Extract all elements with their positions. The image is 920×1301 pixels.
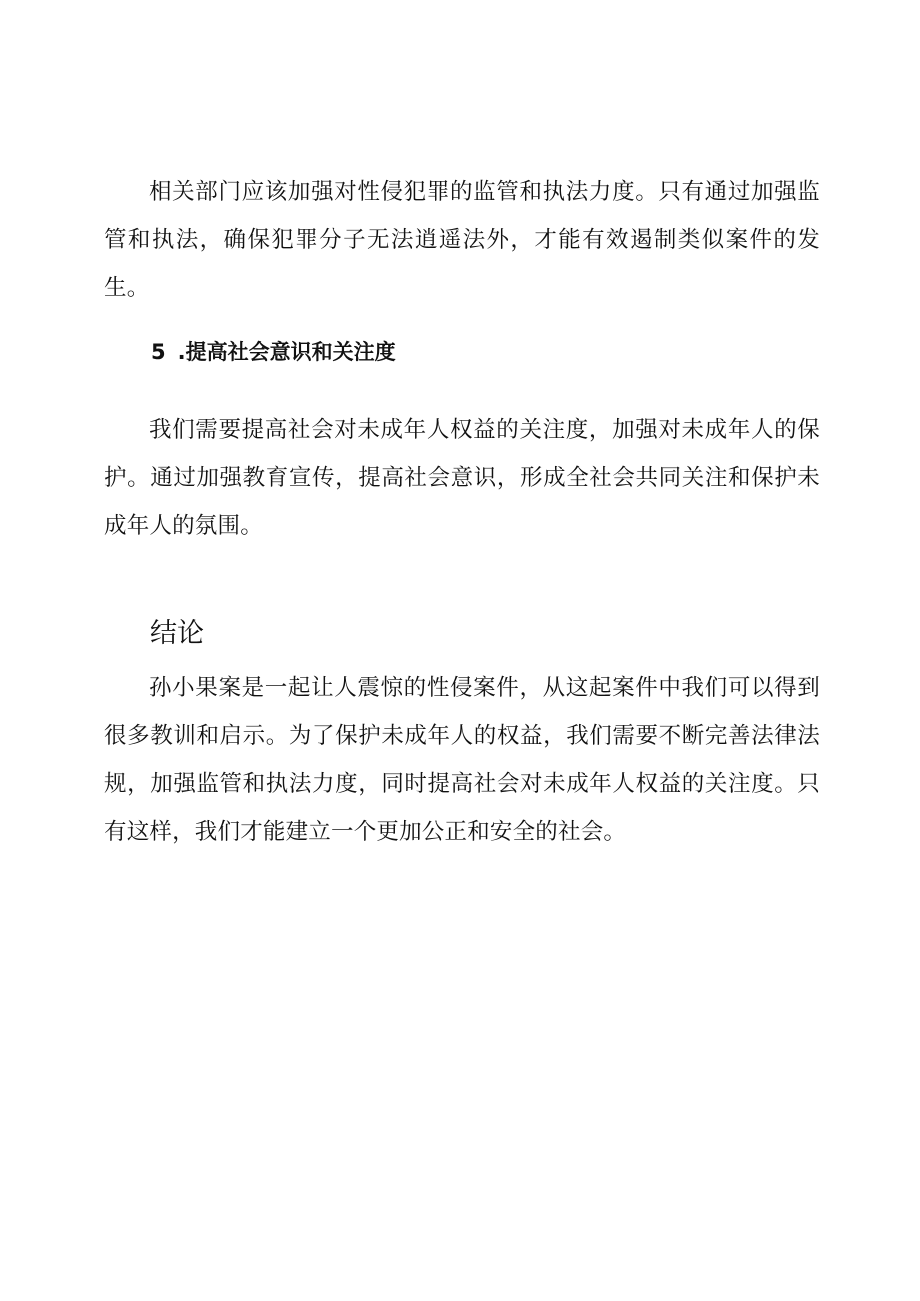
section-number: 5 (151, 340, 166, 364)
section-heading-5 (151, 335, 396, 369)
conclusion-title: 结论 (150, 618, 204, 649)
section-heading-text: .提高社会意识和关注度 (177, 340, 396, 364)
paragraph-conclusion: 孙小果案是一起让人震惊的性侵案件，从这起案件中我们可以得到很多教训和启示。为了保护未成年人的权益，我们需要不断完善法律法规，加强监管和执法力度，同时提高社会对未成年人权益的关注度。只有这样，我们才能建立一个更加公正和安全的社会。 (104, 675, 820, 845)
paragraph-social-awareness: 我们需要提高社会对未成年人权益的关注度，加强对未成年人的保护。通过加强教育宣传，提高社会意识，形成全社会共同关注和保护未成年人的氛围。 (104, 417, 820, 539)
paragraph-law-enforcement: 相关部门应该加强对性侵犯罪的监管和执法力度。只有通过加强监管和执法，确保犯罪分子无法逍遥法外，才能有效遏制类似案件的发生。 (104, 179, 820, 301)
